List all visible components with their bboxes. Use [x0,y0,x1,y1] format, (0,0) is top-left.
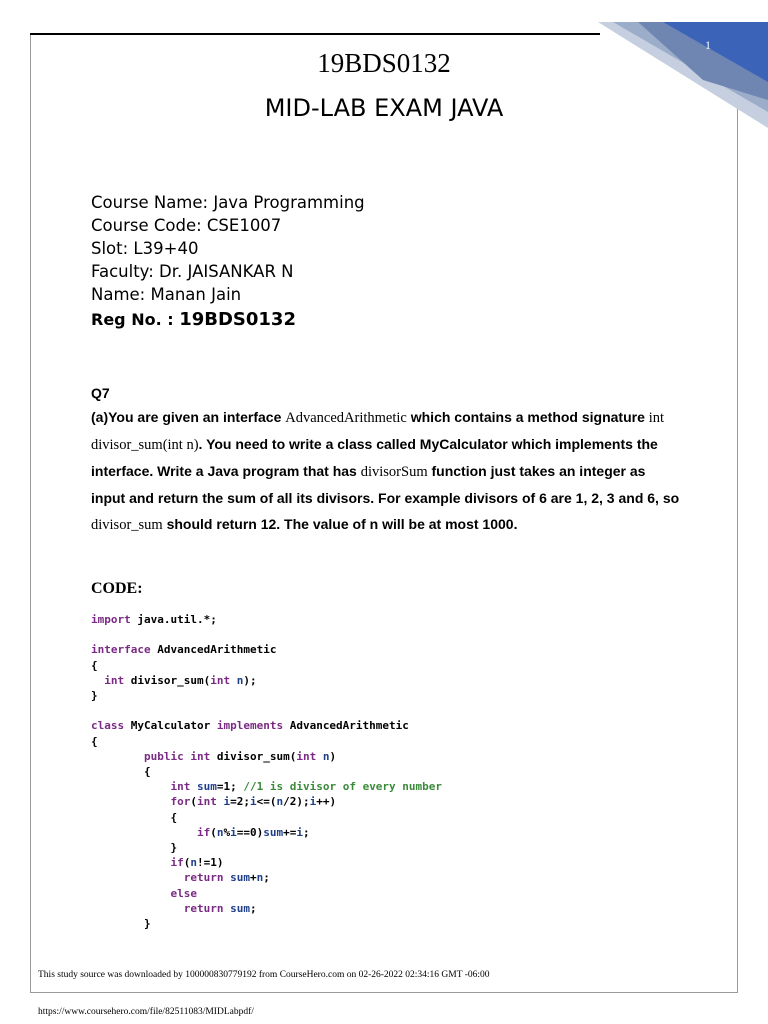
code-token: int [190,749,211,763]
code-token: AdvancedArithmetic [283,719,409,733]
question-text-part: function just takes an integer as input and return the sum of all its divisors. For example divisors of 6 are 1, 2, 3 and 6, so [91,463,680,506]
code-token: <=( [256,795,277,809]
code-token: return [183,871,224,885]
code-token: i [230,825,237,839]
code-token: divisor_sum( [124,673,211,687]
code-token: ++) [316,795,337,809]
code-token: n [276,795,284,809]
function-name: divisor_sum [91,517,163,533]
code-token: MyCalculator [124,719,217,733]
code-token: n [190,856,197,870]
code-token: n [236,673,244,687]
code-token: int [170,780,191,794]
code-token: ; [249,901,257,915]
code-token: !=1) [196,856,224,870]
code-token: ; [302,825,310,839]
code-token: } [91,689,98,703]
question-text-part: . You need to write a class called MyCalculator which implements the interface. Write a Java program that has [91,436,658,479]
method-signature: int divisor_sum(int n) [91,410,665,453]
code-token: return [183,901,224,915]
code-token: n [216,825,224,839]
code-token: ); [243,673,257,687]
reg-value: 19BDS0132 [179,309,296,330]
code-token: } [170,841,178,855]
code-token: i [296,825,303,839]
question-text [91,404,681,538]
code-token: ( [210,825,217,839]
code-block [91,612,442,931]
code-token: i [249,795,257,809]
code-token: interface [91,643,151,657]
code-token: { [143,765,151,779]
code-token: if [170,856,184,870]
reg-number-line [91,308,365,331]
code-token: += [283,825,297,839]
code-token: int [210,673,231,687]
code-token: i [309,795,317,809]
code-token: { [91,734,98,748]
code-token: ) [329,749,337,763]
code-token: } [143,917,151,931]
download-notice: This study source was downloaded by 100000830779192 from CourseHero.com on 02-26-2022 02:34:16 GMT -06:00 [38,970,490,980]
code-token: sum [230,901,250,915]
faculty: Faculty: Dr. JAISANKAR N [91,262,294,281]
page-number: 1 [705,38,711,52]
code-token: //1 is divisor of every number [243,780,443,794]
student-info [91,191,365,331]
code-token: % [223,825,231,839]
question-text-part: should return 12. The value of n will be at most 1000. [162,516,518,532]
interface-name: AdvancedArithmetic [285,410,407,426]
source-url[interactable]: https://www.coursehero.com/file/82511083/MIDLabpdf/ [38,1007,254,1017]
question-number: Q7 [91,385,110,401]
reg-number-title: 19BDS0132 [317,48,451,78]
code-token: i [223,795,231,809]
question-text-part: (a)You are given an interface [91,409,286,425]
code-token: int [196,795,217,809]
code-token: ; [263,871,270,885]
code-token: sum [263,825,284,839]
code-token: ==0) [236,825,264,839]
code-token: ( [190,795,197,809]
code-token: implements [216,719,284,733]
code-token: int [104,673,125,687]
code-token: for [170,795,191,809]
course-name: Course Name: Java Programming [91,193,365,212]
code-token: sum [196,780,217,794]
code-token: divisor_sum( [210,749,297,763]
code-token: import [91,613,131,626]
code-token: =2; [230,795,250,809]
code-heading: CODE: [91,580,143,597]
code-token: java.util.*; [130,613,217,626]
code-token: if [196,825,211,839]
code-token: =1; [216,780,244,794]
code-token: AdvancedArithmetic [150,643,277,657]
code-token: ( [183,856,191,870]
course-code: Course Code: CSE1007 [91,216,282,235]
code-token: + [249,871,257,885]
code-token: int [296,749,317,763]
code-token: else [170,886,197,900]
code-token: n [256,871,264,885]
code-token: { [91,658,98,672]
slot: Slot: L39+40 [91,239,199,258]
code-token: class [91,719,125,733]
code-token: /2); [283,795,310,809]
code-token: { [170,810,178,824]
code-token: sum [230,871,250,885]
code-token: n [322,749,330,763]
question-text-part: which contains a method signature [406,409,649,425]
code-token: public [143,749,184,763]
student-name: Name: Manan Jain [91,285,242,304]
function-name: divisorSum [360,464,428,480]
reg-label: Reg No. : [91,310,180,329]
exam-title: MID-LAB EXAM JAVA [264,94,504,122]
header-rule [30,33,600,35]
